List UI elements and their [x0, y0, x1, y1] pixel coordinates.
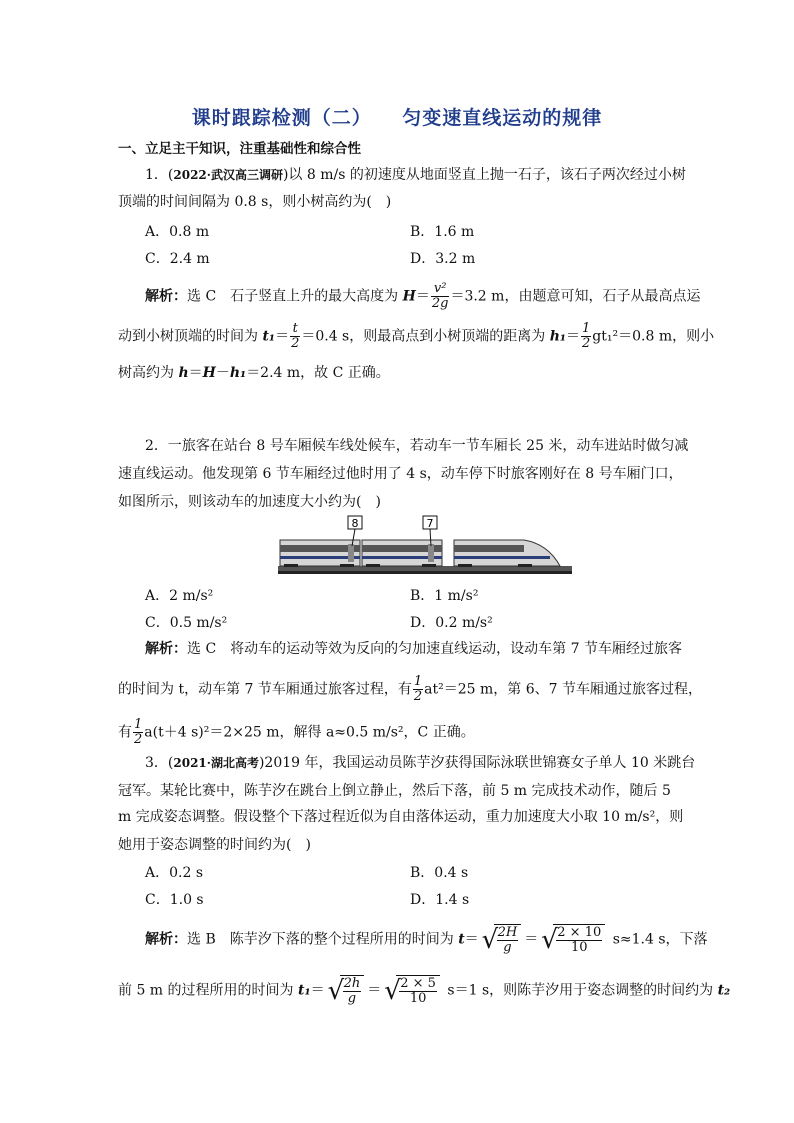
square-root: √ $\frac{2 \times 10}{10}$	[541, 924, 605, 955]
q1-option-c: C．2.4 m	[145, 251, 210, 267]
q2-solution-line-1: 解析：选 C 将动车的运动等效为反向的匀加速直线运动，设动车第 7 节车厢经过旅客	[145, 641, 682, 657]
q2-option-a: A．2 m/s²	[145, 588, 214, 604]
car-label-8: 8	[351, 517, 359, 530]
q3-solution-line-2: 前 5 m 的过程所用的时间为 t₁＝ √ $\frac{2h}{g}$ ＝ √ $\frac{2 \times 5}{10}$ s＝1 s，则陈芋汐用于姿态调整的时间约为 t₂	[118, 976, 731, 1006]
q2-option-d: D．0.2 m/s²	[410, 615, 493, 631]
q3-option-a: A．0.2 s	[145, 865, 204, 881]
q1-option-a: A．0.8 m	[145, 224, 210, 240]
q1-solution-line-2: 动到小树顶端的时间为 t₁＝ $\frac{t}{2}$ ＝0.4 s，则最高点到小树顶端的距离为 h₁＝ $\frac{1}{2}$ gt₁²＝0.8 m，则小	[118, 321, 715, 351]
question-2-stem-cont: 如图所示，则该动车的加速度大小约为( )	[118, 494, 381, 510]
q3-solution-line-1: 解析：选 B 陈芋汐下落的整个过程所用的时间为 t＝ √ $\frac{2H}{g}$ ＝ √ $\frac{2 \times 10}{10}$ s≈1.4 s，下落	[145, 925, 708, 955]
section-heading: 一、立足主干知识，注重基础性和综合性	[118, 141, 361, 157]
question-3-stem-cont: m 完成姿态调整。假设整个下落过程近似为自由落体运动，重力加速度大小取 10 m/s²，则	[118, 809, 684, 825]
q3-option-c: C．1.0 s	[145, 892, 204, 908]
question-3-stem: 3．(2021·湖北高考)2019 年，我国运动员陈芋汐获得国际泳联世锦赛女子单人 10 米跳台	[145, 755, 696, 771]
question-2-stem-cont: 速直线运动。他发现第 6 节车厢经过他时用了 4 s，动车停下时旅客刚好在 8 号车厢门口，	[118, 466, 683, 482]
question-3-stem-cont: 冠军。某轮比赛中，陈芋汐在跳台上倒立静止，然后下落，前 5 m 完成技术动作，随后 5	[118, 783, 671, 799]
question-2-stem: 2．一旅客在站台 8 号车厢候车线处候车，若动车一节车厢长 25 米，动车进站时做匀减	[145, 438, 689, 454]
q3-option-d: D．1.4 s	[410, 892, 470, 908]
train-figure	[278, 514, 572, 584]
q3-option-b: B．0.4 s	[410, 865, 469, 881]
page-title: 课时跟踪检测（二） 匀变速直线运动的规律	[191, 107, 603, 129]
fraction: $\frac{1}{2}$	[413, 674, 423, 704]
q2-solution-line-3: 有 $\frac{1}{2}$ a(t＋4 s)²＝2×25 m，解得 a≈0.5 m/s²，C 正确。	[118, 717, 475, 747]
square-root: √ $\frac{2h}{g}$	[328, 975, 365, 1006]
q1-option-d: D．3.2 m	[410, 251, 476, 267]
fraction: $\frac{\text{v²}}{2g}$	[431, 281, 449, 311]
q1-option-b: B．1.6 m	[410, 224, 475, 240]
question-1-stem-cont: 顶端的时间间隔为 0.8 s，则小树高约为( )	[118, 194, 392, 210]
q2-option-b: B．1 m/s²	[410, 588, 479, 604]
q2-solution-line-2: 的时间为 t，动车第 7 节车厢通过旅客过程，有 $\frac{1}{2}$ at²＝25 m，第 6、7 节车厢通过旅客过程，	[118, 674, 703, 704]
car-label-7: 7	[426, 517, 434, 530]
train-car-8	[280, 540, 360, 566]
q1-solution-line-1: 解析：选 C 石子竖直上升的最大高度为 H＝ $\frac{\text{v²}}{2g}$ ＝3.2 m，由题意可知，石子从最高点运	[145, 281, 701, 311]
question-1-stem: 1．(2022·武汉高三调研)以 8 m/s 的初速度从地面竖直上抛一石子，该石子两次经过小树	[145, 167, 686, 183]
q2-option-c: C．0.5 m/s²	[145, 615, 228, 631]
fraction: $\frac{t}{2}$	[291, 321, 300, 351]
fraction: $\frac{1}{2}$	[582, 321, 591, 351]
source-tag: 湖北高考	[210, 756, 259, 770]
q1-solution-line-3: 树高约为 h＝H－h₁＝2.4 m，故 C 正确。	[118, 365, 390, 381]
train-head-car	[454, 540, 560, 566]
square-root: √ $\frac{2H}{g}$	[482, 924, 522, 955]
train-car-7	[362, 540, 442, 566]
fraction: $\frac{1}{2}$	[134, 717, 143, 747]
square-root: √ $\frac{2 \times 5}{10}$	[384, 975, 440, 1006]
source-tag: 武汉高三调研	[210, 168, 283, 182]
question-3-stem-cont: 她用于姿态调整的时间约为( )	[118, 837, 311, 853]
